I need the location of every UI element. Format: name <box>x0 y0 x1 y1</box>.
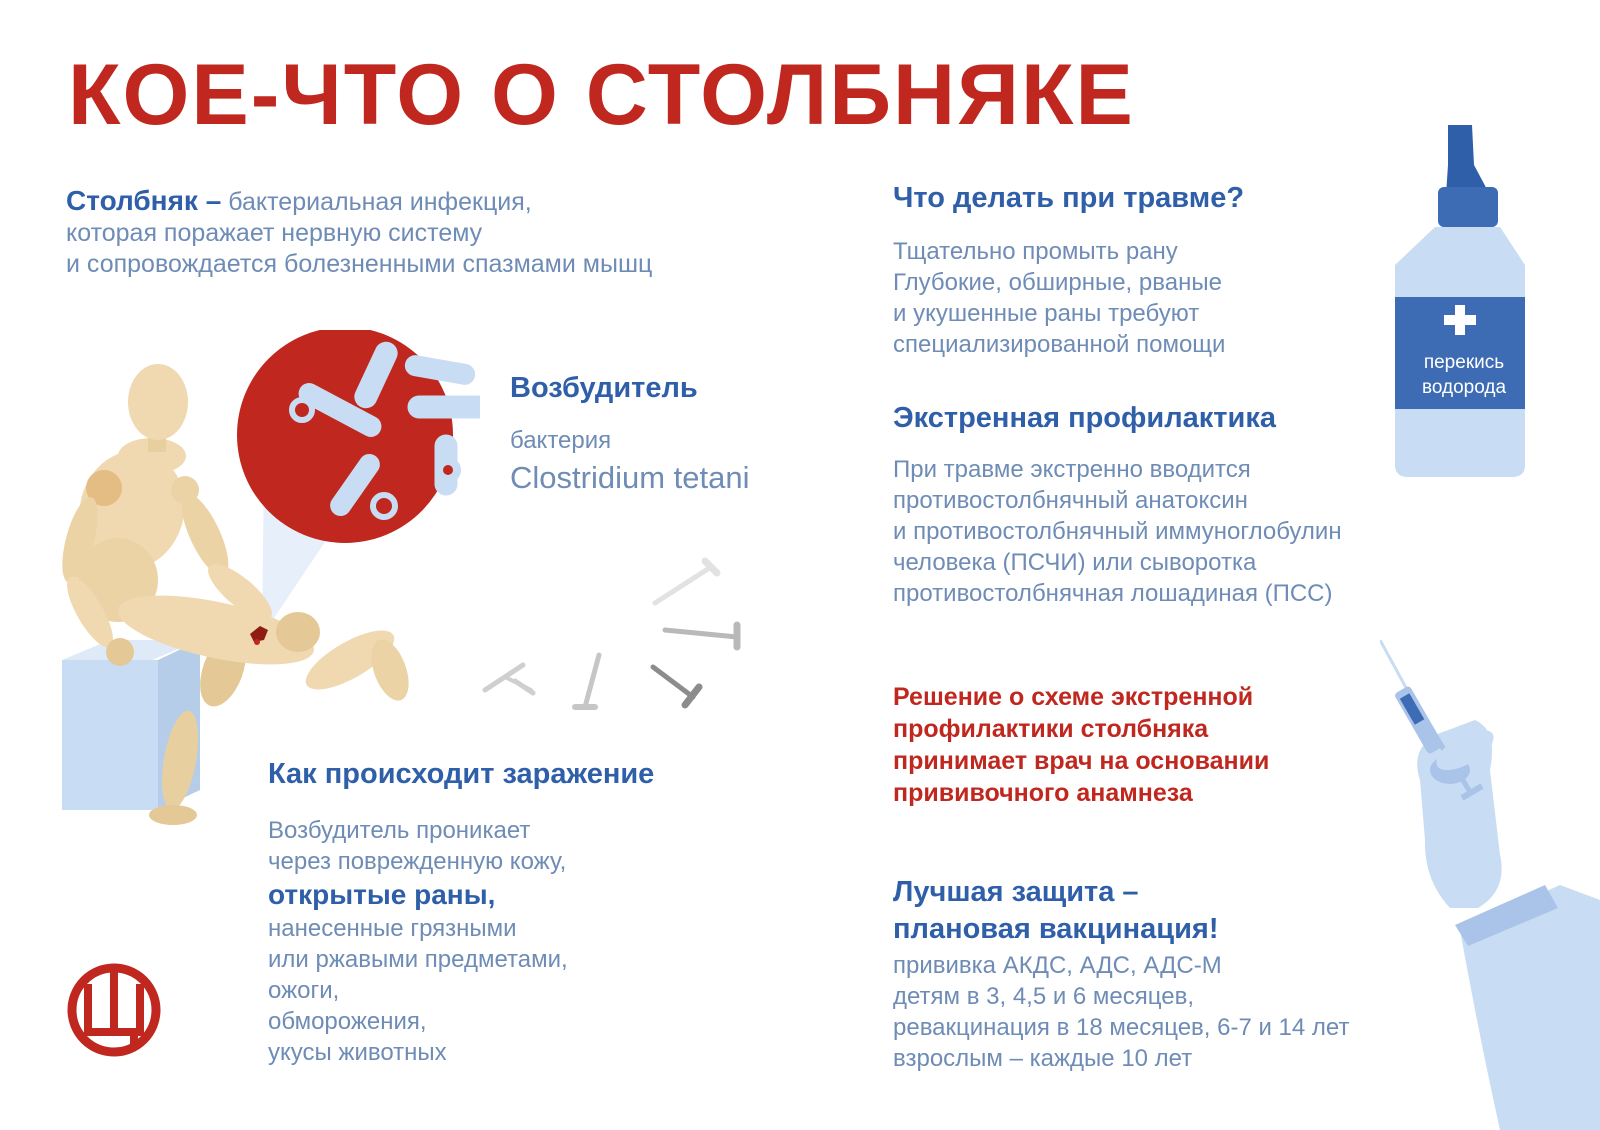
infection-line: обморожения, <box>268 1008 427 1035</box>
bottle-label-line-1: перекись <box>1423 352 1505 373</box>
infection-line: или ржавыми предметами, <box>268 946 568 973</box>
trauma-line: Тщательно промыть рану <box>893 238 1178 265</box>
decision-line: прививочного анамнеза <box>893 779 1193 807</box>
best-heading-line-2: плановая вакцинация! <box>893 913 1219 945</box>
infection-heading: Как происходит заражение <box>268 758 655 790</box>
emergency-line: противостолбнячная лошадиная (ПСС) <box>893 580 1333 607</box>
emergency-line: При травме экстренно вводится <box>893 456 1251 483</box>
best-heading-line-1: Лучшая защита – <box>893 876 1139 908</box>
center-logo-icon <box>66 962 162 1058</box>
bottle-label <box>1396 350 1532 400</box>
infection-line: укусы животных <box>268 1039 447 1066</box>
decision-line: принимает врач на основании <box>893 747 1270 775</box>
page-title: КОЕ-ЧТО О СТОЛБНЯКЕ <box>68 47 1135 143</box>
infection-line: Возбудитель проникает <box>268 817 531 844</box>
decision-line: Решение о схеме экстренной <box>893 683 1254 711</box>
doctor-decision-note <box>893 681 1313 809</box>
trauma-heading: Что делать при травме? <box>893 182 1245 214</box>
vaccination-line: ревакцинация в 18 месяцев, 6-7 и 14 лет <box>893 1014 1350 1041</box>
pathogen-name: Clostridium tetani <box>510 460 750 495</box>
intro-definition <box>66 185 766 280</box>
intro-line-3: и сопровождается болезненными спазмами мышц <box>66 250 653 278</box>
infection-body <box>268 815 688 1068</box>
trauma-body <box>893 236 1453 360</box>
vaccination-line: взрослым – каждые 10 лет <box>893 1045 1193 1072</box>
infection-line: ожоги, <box>268 977 340 1004</box>
peroxide-bottle-icon <box>1390 125 1540 480</box>
infection-line: через поврежденную кожу, <box>268 848 567 875</box>
infection-line: нанесенные грязными <box>268 915 517 942</box>
best-protection-heading <box>893 874 1313 948</box>
pathogen-subtitle: бактерия <box>510 427 612 454</box>
emergency-line: противостолбнячный анатоксин <box>893 487 1248 514</box>
emergency-heading: Экстренная профилактика <box>893 402 1276 434</box>
intro-line-2: которая поражает нервную систему <box>66 219 483 247</box>
trauma-line: и укушенные раны требуют <box>893 300 1200 327</box>
emergency-line: человека (ПСЧИ) или сыворотка <box>893 549 1257 576</box>
best-protection-body <box>893 950 1453 1074</box>
decision-line: профилактики столбняка <box>893 715 1209 743</box>
syringe-hand-icon <box>1380 640 1600 1130</box>
infection-emphasis: открытые раны, <box>268 879 496 910</box>
intro-term: Столбняк – <box>66 185 222 216</box>
emergency-line: и противостолбнячный иммуноглобулин <box>893 518 1342 545</box>
emergency-body <box>893 454 1453 609</box>
nails-icon <box>475 555 765 725</box>
trauma-line: Глубокие, обширные, рваные <box>893 269 1222 296</box>
intro-line-1: бактериальная инфекция, <box>228 188 532 216</box>
trauma-line: специализированной помощи <box>893 331 1226 358</box>
vaccination-line: прививка АКДС, АДС, АДС-М <box>893 952 1222 979</box>
bottle-label-line-2: водорода <box>1421 377 1507 398</box>
vaccination-line: детям в 3, 4,5 и 6 месяцев, <box>893 983 1195 1010</box>
pathogen-heading: Возбудитель <box>510 372 698 404</box>
